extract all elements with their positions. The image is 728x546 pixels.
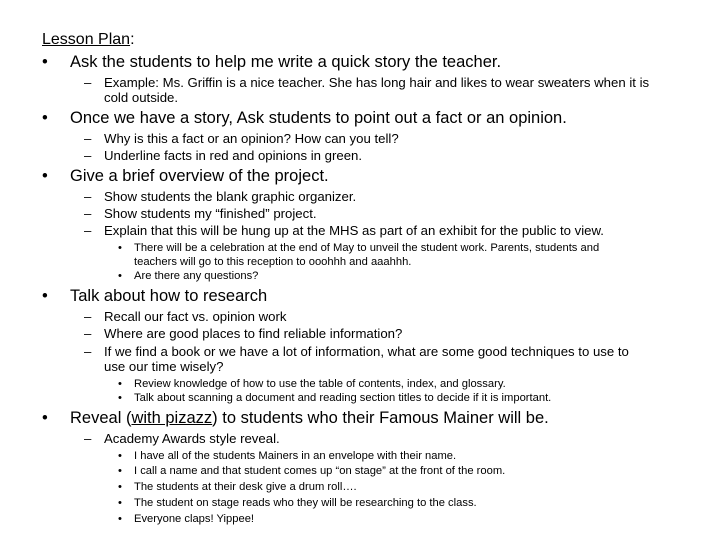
sub-bullet-text-continued: use our time wisely? xyxy=(104,359,224,374)
sub-sub-bullet-text: The student on stage reads who they will be researching to the class. xyxy=(134,497,477,509)
dash-marker: – xyxy=(84,131,92,146)
sub-sub-bullet-text: There will be a celebration at the end of May to unveil the student work. Parents, students and xyxy=(134,242,600,254)
sub-bullet-text: Why is this a fact or an opinion? How can you tell? xyxy=(104,131,399,146)
sub-bullet-text: Explain that this will be hung up at the MHS as part of an exhibit for the public to view. xyxy=(104,223,604,238)
heading-colon: : xyxy=(130,31,135,48)
lesson-plan-label: Lesson Plan xyxy=(42,31,131,48)
bullet-marker: • xyxy=(42,409,48,427)
bullet-text: Talk about how to research xyxy=(70,287,268,305)
dash-marker: – xyxy=(84,189,92,204)
sub-bullet-text-continued: cold outside. xyxy=(104,90,179,105)
small-bullet-marker: • xyxy=(118,513,122,525)
bullet-marker: • xyxy=(42,287,48,305)
sub-sub-bullet-text: I have all of the students Mainers in an envelope with their name. xyxy=(134,450,457,462)
bullet-marker: • xyxy=(42,109,48,127)
dash-marker: – xyxy=(84,431,92,446)
dash-marker: – xyxy=(84,223,92,238)
sub-bullet-text: Recall our fact vs. opinion work xyxy=(104,309,287,324)
small-bullet-marker: • xyxy=(118,481,122,493)
small-bullet-marker: • xyxy=(118,497,122,509)
sub-sub-bullet-text: Are there any questions? xyxy=(134,270,259,282)
dash-marker: – xyxy=(84,75,92,90)
small-bullet-marker: • xyxy=(118,450,122,462)
bullet-text: Give a brief overview of the project. xyxy=(70,167,329,185)
with-pizazz-underlined: with pizazz xyxy=(131,409,213,427)
bullet-marker: • xyxy=(42,53,48,71)
sub-bullet-text: Academy Awards style reveal. xyxy=(104,431,280,446)
lesson-plan-heading xyxy=(42,30,135,50)
sub-bullet-text: If we find a book or we have a lot of information, what are some good techniques to use to xyxy=(104,344,629,359)
bullet-text: Once we have a story, Ask students to point out a fact or an opinion. xyxy=(70,109,567,127)
sub-sub-bullet-text-continued: teachers will go to this reception to ooohhh and aaahhh. xyxy=(134,256,412,268)
sub-bullet-text: Where are good places to find reliable information? xyxy=(104,326,403,341)
sub-sub-bullet-text: Review knowledge of how to use the table of contents, index, and glossary. xyxy=(134,378,506,390)
bullet-text xyxy=(70,408,549,428)
small-bullet-marker: • xyxy=(118,392,122,404)
sub-sub-bullet-text: Everyone claps! Yippee! xyxy=(134,513,255,525)
small-bullet-marker: • xyxy=(118,465,122,477)
small-bullet-marker: • xyxy=(118,242,122,254)
small-bullet-marker: • xyxy=(118,270,122,282)
dash-marker: – xyxy=(84,309,92,324)
sub-sub-bullet-text: Talk about scanning a document and reading section titles to decide if it is important. xyxy=(134,392,552,404)
reveal-text-before: Reveal ( xyxy=(70,409,132,427)
dash-marker: – xyxy=(84,206,92,221)
sub-bullet-text: Underline facts in red and opinions in green. xyxy=(104,148,363,163)
sub-bullet-text: Example: Ms. Griffin is a nice teacher. She has long hair and likes to wear sweaters when it is xyxy=(104,75,650,90)
reveal-text-after: ) to students who their Famous Mainer will be. xyxy=(212,409,549,427)
sub-sub-bullet-text: I call a name and that student comes up “on stage” at the front of the room. xyxy=(134,465,506,477)
dash-marker: – xyxy=(84,344,92,359)
bullet-marker: • xyxy=(42,167,48,185)
dash-marker: – xyxy=(84,326,92,341)
small-bullet-marker: • xyxy=(118,378,122,390)
sub-bullet-text: Show students my “finished” project. xyxy=(104,206,317,221)
sub-sub-bullet-text: The students at their desk give a drum roll…. xyxy=(134,481,357,493)
dash-marker: – xyxy=(84,148,92,163)
bullet-text: Ask the students to help me write a quick story the teacher. xyxy=(70,53,502,71)
sub-bullet-text: Show students the blank graphic organizer. xyxy=(104,189,357,204)
